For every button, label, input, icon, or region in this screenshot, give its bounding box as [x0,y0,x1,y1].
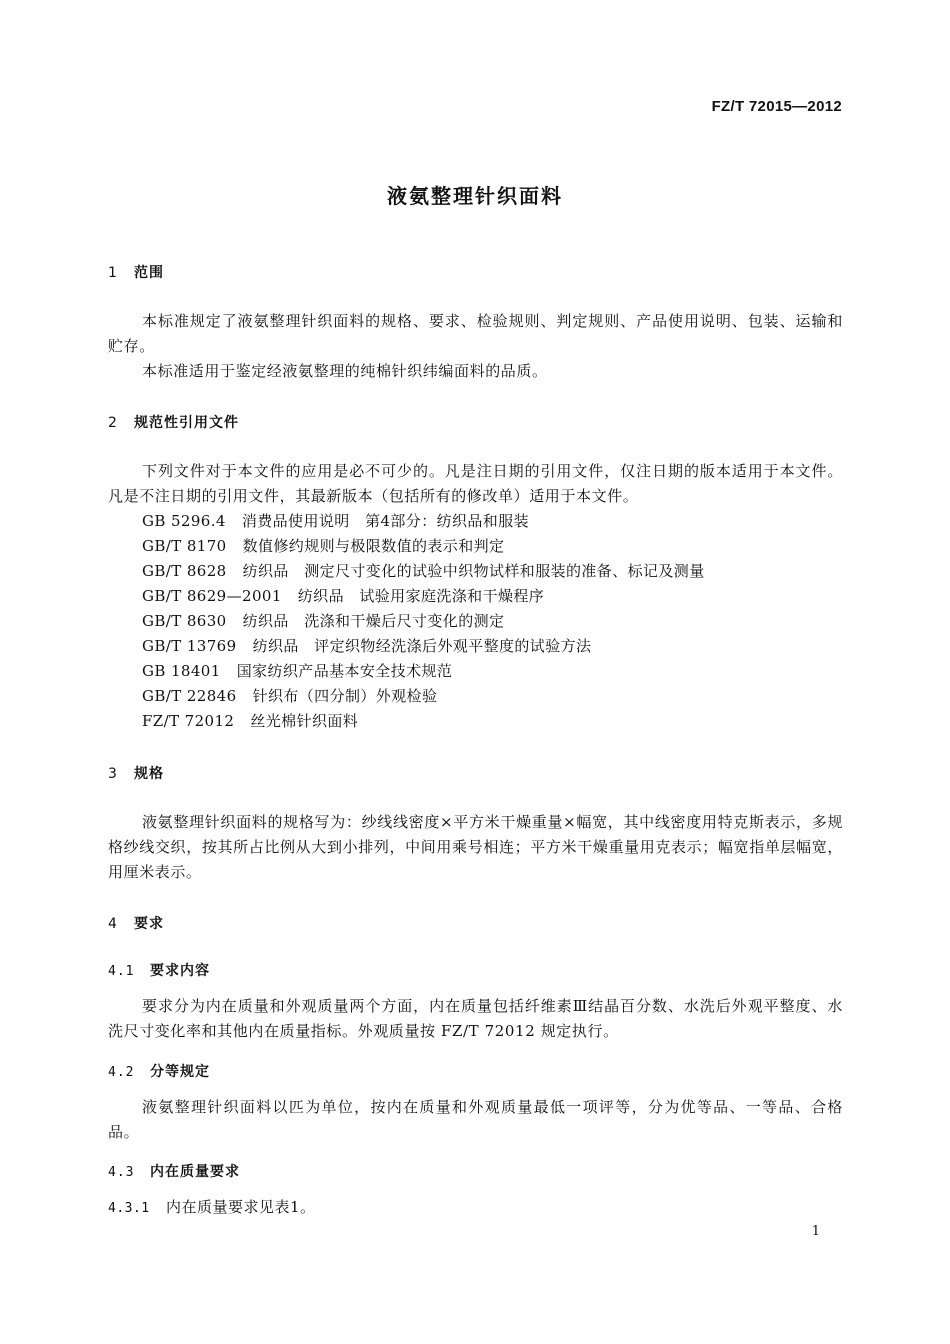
reference-item [142,685,437,706]
reference-code: GB/T 22846 [142,687,237,705]
section-title: 要求 [134,916,164,932]
section-number: 3 [108,766,118,782]
subsection-4-1-heading [108,960,210,980]
reference-item [142,535,504,556]
subsection-4-2-heading [108,1061,210,1081]
section-2-heading [108,412,239,432]
reference-title: 纺织品 测定尺寸变化的试验中织物试样和服装的准备、标记及测量 [242,562,705,580]
reference-code: GB 5296.4 [142,512,226,530]
section-title: 规格 [134,766,164,782]
paragraph: 下列文件对于本文件的应用是必不可少的。凡是注日期的引用文件，仅注日期的版本适用于本文件。凡是不注日期的引用文件，其最新版本（包括所有的修改单）适用于本文件。 [108,462,843,505]
section-number: 4 [108,916,118,932]
reference-title: 纺织品 试验用家庭洗涤和干燥程序 [297,587,545,605]
reference-title: 数值修约规则与极限数值的表示和判定 [242,537,505,555]
standard-number: FZ/T 72015—2012 [711,98,842,115]
reference-item [142,660,452,681]
subsection-4-3-heading [108,1161,240,1181]
paragraph: 要求分为内在质量和外观质量两个方面，内在质量包括纤维素Ⅲ结晶百分数、水洗后外观平整度、水洗尺寸变化率和其他内在质量指标。外观质量按 FZ/T 72012 规定执行。 [108,997,843,1040]
reference-title: 针织布（四分制）外观检验 [252,687,438,705]
reference-title: 纺织品 评定织物经洗涤后外观平整度的试验方法 [252,637,592,655]
reference-item [142,585,544,606]
paragraph: 本标准适用于鉴定经液氨整理的纯棉针织纬编面料的品质。 [142,362,548,380]
paragraph: 本标准规定了液氨整理针织面料的规格、要求、检验规则、判定规则、产品使用说明、包装、运输和贮存。 [108,312,843,355]
page-number: 1 [811,1224,820,1239]
reference-code: GB/T 8628 [142,562,227,580]
subsection-number: 4.2 [108,1065,135,1080]
reference-code: FZ/T 72012 [142,712,235,730]
section-number: 1 [108,265,118,281]
paragraph: 液氨整理针织面料以匹为单位，按内在质量和外观质量最低一项评等，分为优等品、一等品、合格品。 [108,1098,843,1141]
reference-code: GB 18401 [142,662,221,680]
reference-code: GB/T 8629—2001 [142,587,282,605]
subsection-number: 4.1 [108,964,135,979]
clause-text: 内在质量要求见表1。 [166,1198,316,1216]
reference-title: 消费品使用说明 第4部分：纺织品和服装 [241,512,530,530]
reference-title: 纺织品 洗涤和干燥后尺寸变化的测定 [242,612,505,630]
reference-code: GB/T 13769 [142,637,237,655]
paragraph: 液氨整理针织面料的规格写为：纱线线密度×平方米干燥重量×幅宽，其中线密度用特克斯表示，多规格纱线交织，按其所占比例从大到小排列，中间用乘号相连；平方米干燥重量用克表示；幅宽指单层幅宽，用厘米表示。 [108,813,843,881]
subsection-number: 4.3 [108,1165,135,1180]
clause-number: 4.3.1 [108,1201,150,1216]
reference-item [142,560,705,581]
section-4-heading [108,913,164,933]
section-number: 2 [108,415,118,431]
document-title: 液氨整理针织面料 [387,184,563,208]
subsection-title: 内在质量要求 [150,1164,240,1180]
section-title: 范围 [134,265,164,281]
reference-code: GB/T 8170 [142,537,227,555]
reference-title: 丝光棉针织面料 [250,712,359,730]
section-1-heading [108,262,164,282]
section-title: 规范性引用文件 [134,415,239,431]
reference-item [142,510,529,531]
reference-code: GB/T 8630 [142,612,227,630]
reference-title: 国家纺织产品基本安全技术规范 [236,662,453,680]
reference-item [142,635,591,656]
reference-item [142,710,358,731]
section-3-heading [108,763,164,783]
reference-item [142,610,504,631]
subsection-title: 要求内容 [150,963,210,979]
subsection-title: 分等规定 [150,1064,210,1080]
clause-4-3-1 [108,1196,316,1217]
